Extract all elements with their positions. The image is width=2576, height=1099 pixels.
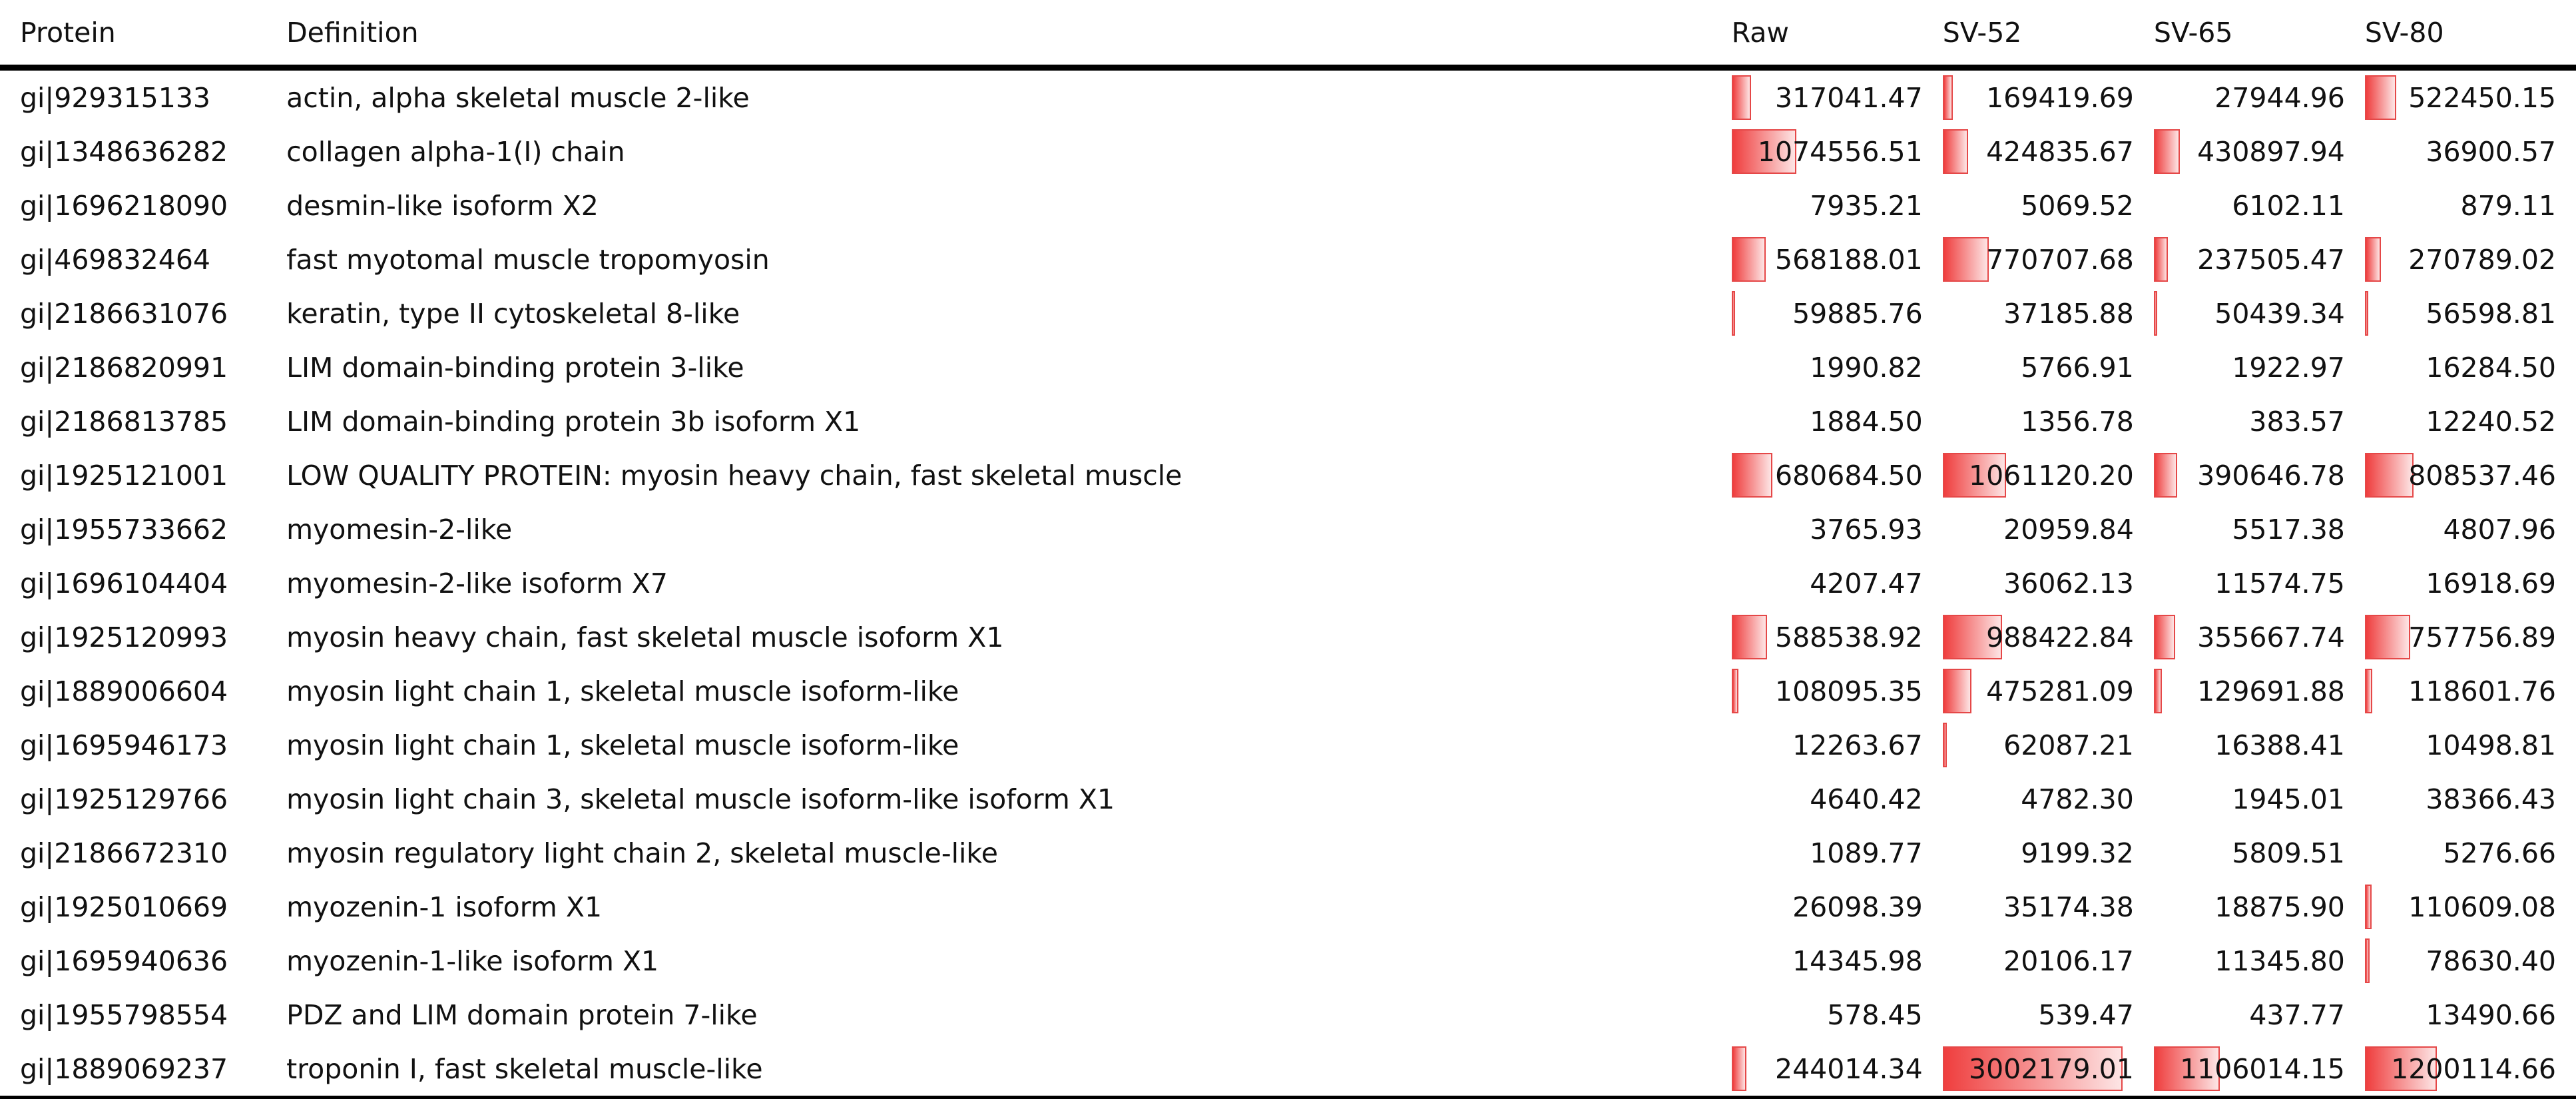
cell-value: 437.77 <box>2249 998 2345 1031</box>
cell-raw <box>1732 502 1943 556</box>
cell-sv-80 <box>2365 394 2576 448</box>
cell-raw <box>1732 826 1943 880</box>
cell-protein: gi|1696104404 <box>20 567 228 599</box>
value-bar <box>1732 291 1735 336</box>
cell-definition: myomesin-2-like isoform X7 <box>286 567 668 599</box>
table-row <box>0 179 2576 232</box>
cell-sv-52 <box>1943 125 2154 179</box>
value-bar <box>2154 129 2180 174</box>
cell-sv-80 <box>2365 68 2576 125</box>
cell-sv-80 <box>2365 556 2576 610</box>
cell-value: 118601.76 <box>2408 675 2556 707</box>
cell-raw <box>1732 448 1943 502</box>
cell-value: 20106.17 <box>2003 944 2134 977</box>
cell-value: 988422.84 <box>1986 621 2134 653</box>
cell-definition: keratin, type II cytoskeletal 8-like <box>286 297 740 330</box>
cell-value: 11345.80 <box>2214 944 2345 977</box>
header-protein: Protein <box>0 0 286 68</box>
table-row <box>0 610 2576 664</box>
cell-definition: LIM domain-binding protein 3b isoform X1 <box>286 405 861 438</box>
header-definition: Definition <box>286 0 1732 68</box>
cell-value: 390646.78 <box>2197 459 2345 492</box>
cell-value: 14345.98 <box>1792 944 1923 977</box>
cell-sv-65 <box>2154 179 2365 232</box>
value-bar <box>2154 615 2175 659</box>
cell-raw <box>1732 340 1943 394</box>
table-row <box>0 125 2576 179</box>
cell-raw <box>1732 988 1943 1042</box>
cell-sv-65 <box>2154 125 2365 179</box>
cell-sv-80 <box>2365 610 2576 664</box>
cell-value: 16284.50 <box>2426 351 2556 384</box>
cell-definition: PDZ and LIM domain protein 7-like <box>286 998 758 1031</box>
table-row <box>0 718 2576 772</box>
cell-value: 9199.32 <box>2021 837 2134 869</box>
cell-value: 355667.74 <box>2197 621 2345 653</box>
cell-value: 1200114.66 <box>2391 1052 2556 1085</box>
cell-protein: gi|2186672310 <box>20 837 228 869</box>
cell-definition: LOW QUALITY PROTEIN: myosin heavy chain, fast skeletal muscle <box>286 459 1182 492</box>
cell-sv-80 <box>2365 934 2576 988</box>
cell-sv-65 <box>2154 232 2365 286</box>
cell-value: 5766.91 <box>2021 351 2134 384</box>
cell-protein: gi|1695946173 <box>20 729 228 761</box>
cell-sv-52 <box>1943 179 2154 232</box>
cell-protein: gi|929315133 <box>20 81 210 114</box>
cell-sv-52 <box>1943 556 2154 610</box>
cell-raw <box>1732 232 1943 286</box>
cell-value: 169419.69 <box>1986 81 2134 114</box>
cell-sv-65 <box>2154 934 2365 988</box>
cell-value: 5809.51 <box>2232 837 2345 869</box>
cell-sv-65 <box>2154 448 2365 502</box>
value-bar <box>2365 453 2414 498</box>
table-row <box>0 664 2576 718</box>
cell-sv-65 <box>2154 1042 2365 1098</box>
cell-protein: gi|1925129766 <box>20 783 228 815</box>
cell-definition: myosin regulatory light chain 2, skeletal muscle-like <box>286 837 998 869</box>
cell-raw <box>1732 125 1943 179</box>
cell-value: 1990.82 <box>1810 351 1923 384</box>
value-bar <box>2365 615 2410 659</box>
header-sv-52: SV-52 <box>1943 0 2154 68</box>
table-row <box>0 880 2576 934</box>
cell-value: 13490.66 <box>2426 998 2556 1031</box>
table-row <box>0 934 2576 988</box>
cell-sv-80 <box>2365 286 2576 340</box>
cell-definition: actin, alpha skeletal muscle 2-like <box>286 81 750 114</box>
cell-value: 56598.81 <box>2426 297 2556 330</box>
cell-value: 3002179.01 <box>1969 1052 2134 1085</box>
cell-sv-65 <box>2154 340 2365 394</box>
table-body <box>0 68 2576 1098</box>
value-bar <box>2365 237 2381 282</box>
cell-sv-80 <box>2365 826 2576 880</box>
cell-value: 36900.57 <box>2426 135 2556 168</box>
cell-sv-52 <box>1943 610 2154 664</box>
cell-value: 578.45 <box>1827 998 1923 1031</box>
cell-value: 16388.41 <box>2214 729 2345 761</box>
cell-sv-52 <box>1943 988 2154 1042</box>
cell-value: 588538.92 <box>1775 621 1923 653</box>
cell-value: 27944.96 <box>2214 81 2345 114</box>
cell-sv-65 <box>2154 68 2365 125</box>
value-bar <box>2154 237 2168 282</box>
cell-value: 1922.97 <box>2232 351 2345 384</box>
cell-definition: fast myotomal muscle tropomyosin <box>286 243 770 276</box>
cell-value: 1884.50 <box>1810 405 1923 438</box>
cell-value: 7935.21 <box>1810 189 1923 222</box>
cell-sv-80 <box>2365 718 2576 772</box>
value-bar <box>1732 1046 1746 1091</box>
table-row <box>0 286 2576 340</box>
cell-sv-80 <box>2365 502 2576 556</box>
cell-value: 59885.76 <box>1792 297 1923 330</box>
cell-definition: myozenin-1 isoform X1 <box>286 891 603 923</box>
cell-definition: collagen alpha-1(I) chain <box>286 135 625 168</box>
cell-sv-80 <box>2365 880 2576 934</box>
header-raw: Raw <box>1732 0 1943 68</box>
cell-value: 50439.34 <box>2214 297 2345 330</box>
cell-value: 36062.13 <box>2003 567 2134 599</box>
table-row <box>0 502 2576 556</box>
cell-value: 129691.88 <box>2197 675 2345 707</box>
cell-definition: myomesin-2-like <box>286 513 513 546</box>
cell-protein: gi|1889006604 <box>20 675 228 707</box>
cell-definition: myozenin-1-like isoform X1 <box>286 944 659 977</box>
cell-sv-80 <box>2365 448 2576 502</box>
cell-value: 1061120.20 <box>1969 459 2134 492</box>
cell-sv-80 <box>2365 1042 2576 1098</box>
cell-sv-52 <box>1943 286 2154 340</box>
cell-value: 4207.47 <box>1810 567 1923 599</box>
cell-value: 244014.34 <box>1775 1052 1923 1085</box>
cell-sv-52 <box>1943 232 2154 286</box>
cell-sv-80 <box>2365 340 2576 394</box>
value-bar <box>2154 669 2162 713</box>
cell-value: 475281.09 <box>1986 675 2134 707</box>
cell-sv-52 <box>1943 502 2154 556</box>
cell-raw <box>1732 556 1943 610</box>
value-bar <box>2365 291 2368 336</box>
cell-value: 680684.50 <box>1775 459 1923 492</box>
cell-value: 757756.89 <box>2408 621 2556 653</box>
cell-sv-80 <box>2365 988 2576 1042</box>
cell-sv-65 <box>2154 718 2365 772</box>
cell-sv-65 <box>2154 286 2365 340</box>
cell-value: 270789.02 <box>2408 243 2556 276</box>
value-bar <box>2365 885 2372 929</box>
cell-sv-65 <box>2154 772 2365 826</box>
table-row <box>0 988 2576 1042</box>
cell-sv-65 <box>2154 556 2365 610</box>
cell-sv-52 <box>1943 340 2154 394</box>
cell-definition: myosin light chain 1, skeletal muscle isoform-like <box>286 729 959 761</box>
cell-raw <box>1732 394 1943 448</box>
cell-value: 568188.01 <box>1775 243 1923 276</box>
cell-value: 1106014.15 <box>2180 1052 2345 1085</box>
cell-value: 317041.47 <box>1775 81 1923 114</box>
value-bar <box>2365 938 2370 983</box>
cell-value: 1356.78 <box>2021 405 2134 438</box>
cell-value: 5517.38 <box>2232 513 2345 546</box>
cell-sv-52 <box>1943 718 2154 772</box>
value-bar <box>1943 237 1989 282</box>
cell-value: 5276.66 <box>2443 837 2556 869</box>
cell-sv-80 <box>2365 232 2576 286</box>
table-row <box>0 556 2576 610</box>
cell-value: 110609.08 <box>2408 891 2556 923</box>
cell-value: 879.11 <box>2460 189 2556 222</box>
cell-protein: gi|2186813785 <box>20 405 228 438</box>
value-bar <box>2365 75 2396 120</box>
cell-value: 11574.75 <box>2214 567 2345 599</box>
cell-sv-65 <box>2154 610 2365 664</box>
value-bar <box>1732 453 1772 498</box>
value-bar <box>1943 669 1971 713</box>
cell-sv-52 <box>1943 394 2154 448</box>
cell-value: 383.57 <box>2249 405 2345 438</box>
cell-raw <box>1732 68 1943 125</box>
cell-value: 1074556.51 <box>1757 135 1923 168</box>
cell-sv-80 <box>2365 179 2576 232</box>
value-bar <box>1943 723 1947 767</box>
cell-value: 108095.35 <box>1775 675 1923 707</box>
cell-value: 12240.52 <box>2426 405 2556 438</box>
cell-value: 4807.96 <box>2443 513 2556 546</box>
cell-value: 20959.84 <box>2003 513 2134 546</box>
cell-value: 12263.67 <box>1792 729 1923 761</box>
header-row <box>0 0 2576 68</box>
value-bar <box>1732 669 1738 713</box>
cell-sv-80 <box>2365 772 2576 826</box>
cell-value: 37185.88 <box>2003 297 2134 330</box>
cell-sv-52 <box>1943 1042 2154 1098</box>
table-row <box>0 448 2576 502</box>
cell-protein: gi|1348636282 <box>20 135 228 168</box>
cell-value: 1089.77 <box>1810 837 1923 869</box>
cell-sv-52 <box>1943 448 2154 502</box>
value-bar <box>1943 129 1968 174</box>
cell-protein: gi|1955733662 <box>20 513 228 546</box>
cell-value: 26098.39 <box>1792 891 1923 923</box>
cell-value: 1945.01 <box>2232 783 2345 815</box>
value-bar <box>1943 75 1953 120</box>
cell-value: 78630.40 <box>2426 944 2556 977</box>
cell-value: 237505.47 <box>2197 243 2345 276</box>
cell-sv-52 <box>1943 772 2154 826</box>
table-row <box>0 394 2576 448</box>
cell-protein: gi|1925121001 <box>20 459 228 492</box>
cell-sv-65 <box>2154 988 2365 1042</box>
value-bar <box>2154 453 2177 498</box>
table-row <box>0 826 2576 880</box>
cell-raw <box>1732 718 1943 772</box>
cell-raw <box>1732 610 1943 664</box>
cell-value: 16918.69 <box>2426 567 2556 599</box>
table-row <box>0 340 2576 394</box>
cell-value: 430897.94 <box>2197 135 2345 168</box>
cell-value: 770707.68 <box>1986 243 2134 276</box>
cell-raw <box>1732 179 1943 232</box>
table-row <box>0 232 2576 286</box>
cell-value: 522450.15 <box>2408 81 2556 114</box>
cell-definition: myosin light chain 1, skeletal muscle isoform-like <box>286 675 959 707</box>
cell-protein: gi|1695940636 <box>20 944 228 977</box>
cell-value: 38366.43 <box>2426 783 2556 815</box>
cell-sv-52 <box>1943 934 2154 988</box>
cell-protein: gi|1925010669 <box>20 891 228 923</box>
cell-sv-65 <box>2154 664 2365 718</box>
value-bar <box>1732 237 1766 282</box>
cell-raw <box>1732 1042 1943 1098</box>
cell-value: 808537.46 <box>2408 459 2556 492</box>
cell-value: 4640.42 <box>1810 783 1923 815</box>
cell-raw <box>1732 880 1943 934</box>
cell-raw <box>1732 934 1943 988</box>
cell-definition: LIM domain-binding protein 3-like <box>286 351 744 384</box>
cell-protein: gi|1955798554 <box>20 998 228 1031</box>
cell-raw <box>1732 664 1943 718</box>
header-sv-65: SV-65 <box>2154 0 2365 68</box>
cell-sv-52 <box>1943 826 2154 880</box>
cell-value: 62087.21 <box>2003 729 2134 761</box>
cell-value: 3765.93 <box>1810 513 1923 546</box>
table-row <box>0 1042 2576 1098</box>
value-bar <box>1732 75 1751 120</box>
cell-definition: myosin light chain 3, skeletal muscle isoform-like isoform X1 <box>286 783 1115 815</box>
value-bar <box>2154 291 2157 336</box>
cell-protein: gi|2186820991 <box>20 351 228 384</box>
cell-sv-80 <box>2365 125 2576 179</box>
cell-sv-65 <box>2154 880 2365 934</box>
cell-definition: desmin-like isoform X2 <box>286 189 599 222</box>
cell-sv-65 <box>2154 826 2365 880</box>
cell-sv-80 <box>2365 664 2576 718</box>
table-row <box>0 772 2576 826</box>
cell-value: 10498.81 <box>2426 729 2556 761</box>
cell-protein: gi|469832464 <box>20 243 210 276</box>
cell-protein: gi|1696218090 <box>20 189 228 222</box>
cell-protein: gi|2186631076 <box>20 297 228 330</box>
value-bar <box>1732 615 1767 659</box>
cell-value: 18875.90 <box>2214 891 2345 923</box>
cell-sv-65 <box>2154 394 2365 448</box>
cell-raw <box>1732 286 1943 340</box>
cell-value: 6102.11 <box>2232 189 2345 222</box>
cell-sv-52 <box>1943 880 2154 934</box>
cell-value: 539.47 <box>2038 998 2134 1031</box>
cell-value: 5069.52 <box>2021 189 2134 222</box>
cell-protein: gi|1925120993 <box>20 621 228 653</box>
cell-sv-52 <box>1943 664 2154 718</box>
cell-sv-52 <box>1943 68 2154 125</box>
cell-definition: troponin I, fast skeletal muscle-like <box>286 1042 1732 1098</box>
cell-sv-65 <box>2154 502 2365 556</box>
cell-raw <box>1732 772 1943 826</box>
cell-definition: myosin heavy chain, fast skeletal muscle isoform X1 <box>286 621 1004 653</box>
cell-value: 424835.67 <box>1986 135 2134 168</box>
cell-value: 35174.38 <box>2003 891 2134 923</box>
cell-value: 4782.30 <box>2021 783 2134 815</box>
header-sv-80: SV-80 <box>2365 0 2576 68</box>
table-row <box>0 68 2576 125</box>
cell-protein: gi|1889069237 <box>0 1042 286 1098</box>
value-bar <box>2365 669 2372 713</box>
